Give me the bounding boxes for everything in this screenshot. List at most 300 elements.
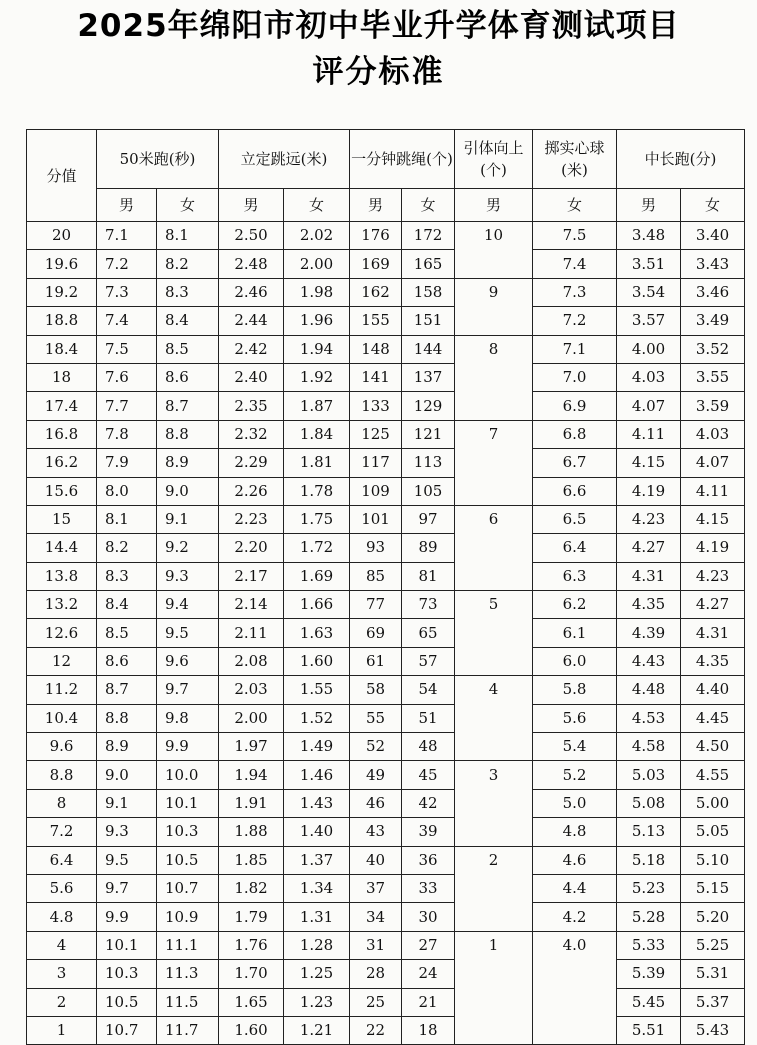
cell-rope-female: 45 [402,761,455,789]
cell-run50-female: 9.1 [157,505,219,533]
cell-midrun-male: 4.11 [617,420,681,448]
cell-midrun-male: 5.51 [617,1016,681,1044]
cell-run50-female: 11.3 [157,960,219,988]
header-midrun: 中长跑(分) [617,130,745,189]
cell-jump-male: 1.85 [219,846,284,874]
sub-female: 女 [402,189,455,222]
cell-score: 13.2 [27,591,97,619]
cell-jump-male: 2.11 [219,619,284,647]
cell-rope-male: 22 [350,1016,402,1044]
cell-rope-female: 172 [402,222,455,250]
cell-run50-male: 7.2 [97,250,157,278]
page-title: 2025年绵阳市初中毕业升学体育测试项目 [77,8,680,44]
cell-midrun-female: 5.37 [681,988,745,1016]
cell-pullup-male: 4 [455,676,533,704]
cell-rope-female: 57 [402,647,455,675]
cell-midrun-male: 5.13 [617,818,681,846]
subheader-row [27,189,745,222]
cell-midrun-male: 5.39 [617,960,681,988]
cell-rope-female: 81 [402,562,455,590]
cell-jump-female: 1.69 [284,562,350,590]
table-row [27,363,745,391]
cell-rope-male: 133 [350,392,402,420]
table-row [27,562,745,590]
cell-jump-female: 1.28 [284,931,350,959]
cell-jump-male: 1.88 [219,818,284,846]
cell-run50-male: 7.8 [97,420,157,448]
table-row [27,278,745,306]
cell-ball-female: 5.2 [533,761,617,789]
cell-jump-male: 2.08 [219,647,284,675]
cell-pullup-male [455,903,533,931]
table-row [27,960,745,988]
table-row [27,931,745,959]
cell-run50-female: 9.7 [157,676,219,704]
header-score: 分值 [27,130,97,222]
table-row [27,988,745,1016]
cell-midrun-female: 4.27 [681,591,745,619]
cell-pullup-male: 8 [455,335,533,363]
cell-rope-male: 52 [350,733,402,761]
cell-jump-male: 1.79 [219,903,284,931]
cell-midrun-male: 3.54 [617,278,681,306]
cell-ball-female: 6.3 [533,562,617,590]
cell-jump-female: 1.72 [284,534,350,562]
cell-pullup-male [455,818,533,846]
cell-rope-female: 65 [402,619,455,647]
cell-run50-female: 9.2 [157,534,219,562]
cell-jump-male: 1.65 [219,988,284,1016]
table-row [27,505,745,533]
cell-jump-female: 1.25 [284,960,350,988]
cell-rope-female: 51 [402,704,455,732]
cell-run50-female: 8.8 [157,420,219,448]
cell-rope-male: 25 [350,988,402,1016]
cell-score: 18.8 [27,307,97,335]
table-row [27,449,745,477]
cell-score: 14.4 [27,534,97,562]
cell-ball-female: 4.8 [533,818,617,846]
cell-rope-female: 151 [402,307,455,335]
cell-rope-male: 162 [350,278,402,306]
cell-rope-male: 55 [350,704,402,732]
cell-rope-male: 46 [350,789,402,817]
cell-jump-female: 1.40 [284,818,350,846]
cell-jump-male: 1.97 [219,733,284,761]
cell-midrun-female: 4.07 [681,449,745,477]
cell-run50-female: 10.1 [157,789,219,817]
cell-pullup-male: 2 [455,846,533,874]
cell-midrun-female: 5.31 [681,960,745,988]
cell-midrun-male: 4.35 [617,591,681,619]
cell-midrun-female: 4.19 [681,534,745,562]
cell-run50-female: 9.0 [157,477,219,505]
cell-run50-male: 8.3 [97,562,157,590]
cell-jump-female: 1.46 [284,761,350,789]
cell-jump-female: 1.96 [284,307,350,335]
sub-female: 女 [157,189,219,222]
cell-rope-female: 24 [402,960,455,988]
cell-ball-female: 7.2 [533,307,617,335]
cell-score: 3 [27,960,97,988]
cell-run50-male: 7.1 [97,222,157,250]
cell-midrun-male: 5.28 [617,903,681,931]
cell-ball-female: 7.5 [533,222,617,250]
cell-pullup-male [455,960,533,988]
cell-score: 10.4 [27,704,97,732]
cell-ball-female: 4.2 [533,903,617,931]
cell-jump-male: 1.60 [219,1016,284,1044]
cell-jump-male: 1.70 [219,960,284,988]
cell-run50-female: 9.8 [157,704,219,732]
cell-rope-male: 40 [350,846,402,874]
cell-midrun-male: 5.45 [617,988,681,1016]
cell-run50-male: 7.9 [97,449,157,477]
cell-run50-female: 8.9 [157,449,219,477]
cell-run50-female: 11.7 [157,1016,219,1044]
cell-pullup-male [455,449,533,477]
cell-score: 17.4 [27,392,97,420]
cell-jump-male: 2.42 [219,335,284,363]
cell-run50-male: 7.7 [97,392,157,420]
table-row [27,647,745,675]
cell-rope-female: 165 [402,250,455,278]
cell-score: 8 [27,789,97,817]
cell-jump-male: 2.20 [219,534,284,562]
cell-run50-female: 10.9 [157,903,219,931]
cell-rope-female: 105 [402,477,455,505]
table-row [27,392,745,420]
cell-jump-male: 2.46 [219,278,284,306]
cell-pullup-male: 10 [455,222,533,250]
cell-ball-female: 6.0 [533,647,617,675]
cell-midrun-female: 4.11 [681,477,745,505]
cell-score: 20 [27,222,97,250]
cell-rope-female: 48 [402,733,455,761]
cell-run50-female: 9.5 [157,619,219,647]
cell-run50-male: 10.1 [97,931,157,959]
cell-score: 13.8 [27,562,97,590]
cell-ball-female: 4.4 [533,874,617,902]
cell-pullup-male [455,647,533,675]
cell-rope-male: 155 [350,307,402,335]
sub-female: 女 [284,189,350,222]
sub-male: 男 [97,189,157,222]
cell-rope-male: 49 [350,761,402,789]
table-row [27,477,745,505]
cell-jump-male: 1.82 [219,874,284,902]
cell-pullup-male [455,619,533,647]
cell-midrun-female: 4.15 [681,505,745,533]
cell-score: 6.4 [27,846,97,874]
cell-jump-male: 2.00 [219,704,284,732]
cell-pullup-male: 7 [455,420,533,448]
sub-male: 男 [455,189,533,222]
cell-score: 8.8 [27,761,97,789]
cell-run50-female: 8.7 [157,392,219,420]
cell-rope-male: 77 [350,591,402,619]
cell-rope-female: 137 [402,363,455,391]
cell-pullup-male [455,534,533,562]
cell-rope-female: 144 [402,335,455,363]
cell-run50-male: 9.1 [97,789,157,817]
cell-midrun-female: 3.40 [681,222,745,250]
cell-midrun-male: 5.03 [617,761,681,789]
cell-midrun-female: 4.35 [681,647,745,675]
cell-ball-female: 5.4 [533,733,617,761]
sub-male: 男 [350,189,402,222]
cell-ball-female: 7.3 [533,278,617,306]
cell-rope-female: 158 [402,278,455,306]
cell-jump-female: 1.23 [284,988,350,1016]
cell-midrun-male: 4.27 [617,534,681,562]
cell-run50-male: 9.7 [97,874,157,902]
cell-midrun-male: 5.23 [617,874,681,902]
cell-run50-male: 7.6 [97,363,157,391]
cell-rope-male: 43 [350,818,402,846]
table-row [27,250,745,278]
cell-rope-male: 58 [350,676,402,704]
cell-rope-male: 125 [350,420,402,448]
sub-female: 女 [533,189,617,222]
cell-pullup-male [455,363,533,391]
cell-score: 16.2 [27,449,97,477]
cell-score: 1 [27,1016,97,1044]
cell-pullup-male: 6 [455,505,533,533]
cell-midrun-male: 4.58 [617,733,681,761]
cell-midrun-male: 4.53 [617,704,681,732]
cell-run50-male: 8.4 [97,591,157,619]
cell-score: 18 [27,363,97,391]
cell-rope-male: 148 [350,335,402,363]
cell-midrun-female: 4.50 [681,733,745,761]
cell-midrun-female: 5.20 [681,903,745,931]
cell-jump-female: 1.37 [284,846,350,874]
cell-midrun-female: 5.15 [681,874,745,902]
cell-jump-female: 1.55 [284,676,350,704]
cell-pullup-male [455,988,533,1016]
cell-run50-female: 8.4 [157,307,219,335]
cell-run50-male: 8.1 [97,505,157,533]
cell-jump-female: 1.92 [284,363,350,391]
cell-jump-female: 1.63 [284,619,350,647]
cell-jump-male: 1.76 [219,931,284,959]
cell-score: 12 [27,647,97,675]
cell-midrun-male: 4.07 [617,392,681,420]
cell-score: 11.2 [27,676,97,704]
cell-midrun-female: 4.45 [681,704,745,732]
cell-rope-male: 109 [350,477,402,505]
cell-midrun-female: 5.43 [681,1016,745,1044]
cell-midrun-male: 4.39 [617,619,681,647]
cell-jump-male: 2.48 [219,250,284,278]
table-row [27,534,745,562]
table-row [27,789,745,817]
cell-jump-female: 1.75 [284,505,350,533]
cell-rope-female: 36 [402,846,455,874]
cell-midrun-male: 4.03 [617,363,681,391]
cell-run50-female: 8.2 [157,250,219,278]
cell-run50-female: 9.9 [157,733,219,761]
cell-midrun-male: 4.43 [617,647,681,675]
cell-pullup-male: 9 [455,278,533,306]
cell-jump-male: 2.50 [219,222,284,250]
sub-male: 男 [617,189,681,222]
cell-rope-male: 176 [350,222,402,250]
cell-jump-female: 1.31 [284,903,350,931]
cell-pullup-male [455,250,533,278]
cell-jump-female: 1.94 [284,335,350,363]
cell-midrun-male: 3.48 [617,222,681,250]
cell-ball-female: 6.7 [533,449,617,477]
cell-midrun-male: 4.48 [617,676,681,704]
table-row [27,676,745,704]
cell-ball-female: 6.2 [533,591,617,619]
table-row [27,335,745,363]
cell-rope-male: 141 [350,363,402,391]
cell-run50-male: 7.4 [97,307,157,335]
cell-score: 4 [27,931,97,959]
cell-jump-female: 1.49 [284,733,350,761]
cell-ball-female: 6.4 [533,534,617,562]
table-row [27,846,745,874]
cell-rope-female: 39 [402,818,455,846]
cell-run50-female: 9.4 [157,591,219,619]
cell-midrun-female: 3.59 [681,392,745,420]
cell-rope-male: 28 [350,960,402,988]
cell-midrun-male: 5.33 [617,931,681,959]
cell-run50-female: 8.5 [157,335,219,363]
cell-rope-male: 93 [350,534,402,562]
cell-ball-female: 6.1 [533,619,617,647]
cell-run50-female: 10.7 [157,874,219,902]
cell-run50-male: 9.9 [97,903,157,931]
cell-rope-female: 33 [402,874,455,902]
cell-rope-female: 42 [402,789,455,817]
cell-run50-male: 9.0 [97,761,157,789]
cell-midrun-male: 5.08 [617,789,681,817]
cell-run50-female: 8.1 [157,222,219,250]
table-row [27,591,745,619]
cell-run50-male: 8.7 [97,676,157,704]
cell-rope-female: 129 [402,392,455,420]
cell-rope-male: 61 [350,647,402,675]
cell-rope-female: 113 [402,449,455,477]
cell-midrun-female: 5.05 [681,818,745,846]
cell-midrun-female: 3.49 [681,307,745,335]
cell-ball-female: 4.0 [533,931,617,959]
cell-rope-female: 30 [402,903,455,931]
sub-male: 男 [219,189,284,222]
cell-run50-male: 10.5 [97,988,157,1016]
cell-ball-female: 7.4 [533,250,617,278]
cell-jump-male: 2.35 [219,392,284,420]
cell-midrun-female: 5.00 [681,789,745,817]
cell-midrun-female: 3.46 [681,278,745,306]
header-run50: 50米跑(秒) [97,130,219,189]
table-body [27,222,745,1045]
cell-jump-female: 1.34 [284,874,350,902]
table-row [27,704,745,732]
cell-rope-female: 73 [402,591,455,619]
cell-rope-male: 101 [350,505,402,533]
cell-midrun-female: 4.40 [681,676,745,704]
table-row [27,874,745,902]
cell-jump-female: 1.60 [284,647,350,675]
cell-score: 19.6 [27,250,97,278]
scoring-table [26,129,745,1045]
cell-midrun-male: 4.15 [617,449,681,477]
cell-midrun-male: 4.31 [617,562,681,590]
cell-jump-male: 2.40 [219,363,284,391]
cell-run50-male: 7.3 [97,278,157,306]
cell-jump-female: 1.66 [284,591,350,619]
table-row [27,619,745,647]
table-row [27,222,745,250]
cell-pullup-male [455,874,533,902]
header-rope: 一分钟跳绳(个) [350,130,455,189]
cell-run50-male: 9.3 [97,818,157,846]
cell-run50-female: 8.3 [157,278,219,306]
cell-midrun-male: 4.00 [617,335,681,363]
cell-jump-male: 2.44 [219,307,284,335]
cell-run50-male: 8.9 [97,733,157,761]
cell-jump-female: 1.81 [284,449,350,477]
cell-score: 16.8 [27,420,97,448]
cell-ball-female: 7.1 [533,335,617,363]
cell-midrun-male: 4.23 [617,505,681,533]
cell-jump-female: 2.00 [284,250,350,278]
cell-ball-female: 5.8 [533,676,617,704]
cell-pullup-male: 5 [455,591,533,619]
cell-score: 19.2 [27,278,97,306]
cell-run50-male: 8.2 [97,534,157,562]
cell-pullup-male [455,562,533,590]
cell-run50-male: 10.7 [97,1016,157,1044]
cell-rope-female: 121 [402,420,455,448]
cell-jump-female: 1.78 [284,477,350,505]
sub-female: 女 [681,189,745,222]
cell-ball-female [533,988,617,1016]
cell-run50-male: 8.6 [97,647,157,675]
header-row [27,130,745,189]
cell-run50-male: 8.5 [97,619,157,647]
cell-pullup-male [455,307,533,335]
cell-ball-female: 6.9 [533,392,617,420]
cell-ball-female: 5.0 [533,789,617,817]
cell-midrun-male: 3.51 [617,250,681,278]
cell-midrun-female: 4.31 [681,619,745,647]
cell-jump-female: 1.84 [284,420,350,448]
cell-ball-female: 6.8 [533,420,617,448]
cell-midrun-female: 4.03 [681,420,745,448]
cell-jump-female: 1.43 [284,789,350,817]
cell-rope-female: 54 [402,676,455,704]
cell-rope-male: 31 [350,931,402,959]
cell-pullup-male: 3 [455,761,533,789]
cell-run50-female: 10.3 [157,818,219,846]
cell-pullup-male [455,392,533,420]
cell-jump-female: 1.52 [284,704,350,732]
cell-score: 2 [27,988,97,1016]
table-row [27,420,745,448]
cell-score: 12.6 [27,619,97,647]
cell-jump-male: 2.32 [219,420,284,448]
cell-run50-female: 9.3 [157,562,219,590]
cell-jump-male: 2.26 [219,477,284,505]
cell-midrun-female: 3.55 [681,363,745,391]
cell-run50-female: 9.6 [157,647,219,675]
